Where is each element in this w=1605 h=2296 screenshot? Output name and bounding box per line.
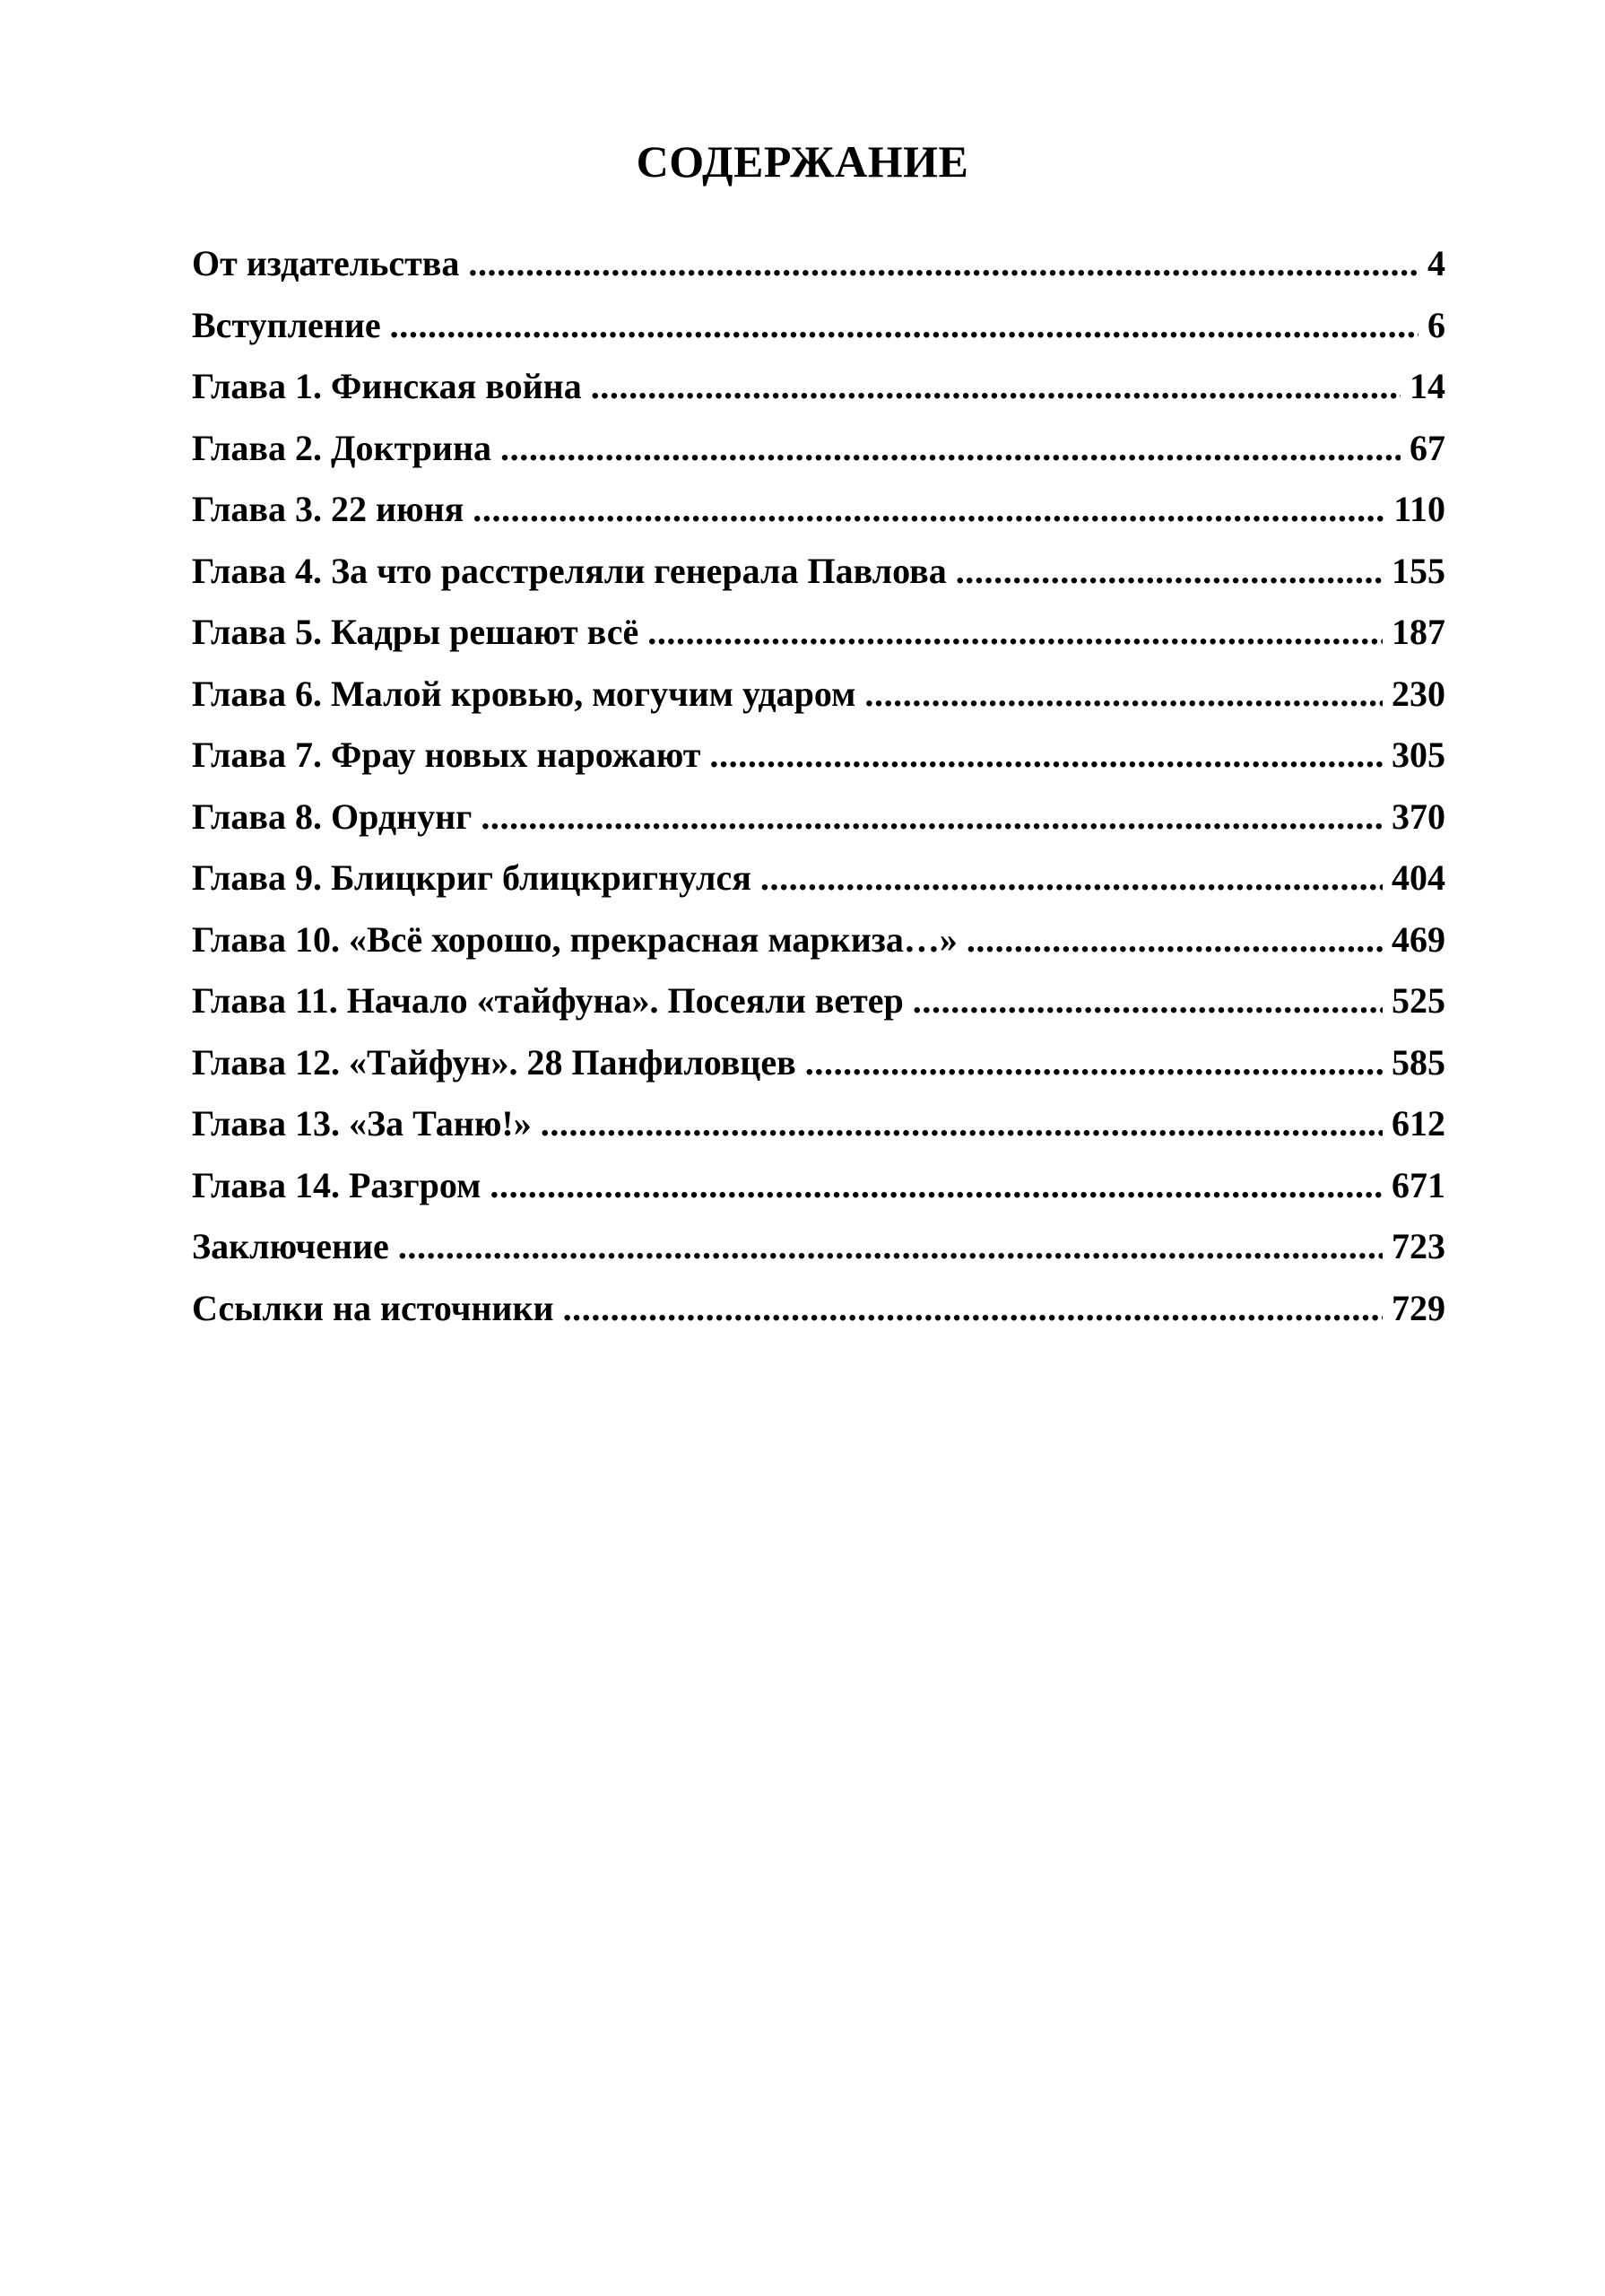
toc-entry-label: Глава 1. Финская война xyxy=(192,366,582,406)
toc-dot-leader xyxy=(967,911,1383,969)
toc-entry xyxy=(192,1095,1445,1157)
toc-entry-page: 14 xyxy=(1410,366,1445,406)
toc-entry-page: 4 xyxy=(1427,243,1445,283)
toc-entry-page: 110 xyxy=(1393,489,1445,529)
toc-entry-label: Вступление xyxy=(192,304,381,345)
toc-entry-label: Глава 14. Разгром xyxy=(192,1164,482,1205)
toc-dot-leader xyxy=(760,849,1383,907)
toc-entry-page: 671 xyxy=(1392,1164,1445,1205)
toc-entry-page: 67 xyxy=(1410,427,1445,468)
toc-dot-leader xyxy=(398,1218,1383,1275)
toc-entry-label: Глава 13. «За Таню!» xyxy=(192,1103,532,1144)
toc-entry-page: 729 xyxy=(1392,1287,1445,1328)
toc-dot-leader xyxy=(541,1095,1383,1152)
toc-entry xyxy=(192,297,1445,359)
toc-entry xyxy=(192,1034,1445,1096)
toc-entry-label: Глава 5. Кадры решают всё xyxy=(192,612,639,652)
toc-entry xyxy=(192,481,1445,543)
toc-entry-page: 305 xyxy=(1392,735,1445,775)
toc-entry-label: Глава 8. Орднунг xyxy=(192,796,473,837)
toc-dot-leader xyxy=(500,420,1401,477)
toc-entry-page: 469 xyxy=(1392,918,1445,960)
toc-entry xyxy=(192,604,1445,665)
toc-dot-leader xyxy=(473,481,1384,538)
toc-entry-page: 612 xyxy=(1392,1103,1445,1144)
toc-entry xyxy=(192,726,1445,788)
toc-entry-label: Глава 3. 22 июня xyxy=(192,489,464,529)
toc-entry xyxy=(192,420,1445,482)
toc-entry-page: 723 xyxy=(1392,1226,1445,1266)
toc-dot-leader xyxy=(913,972,1383,1030)
toc-entry-page: 6 xyxy=(1427,304,1445,345)
toc-entry-label: Глава 6. Малой кровью, могучим ударом xyxy=(192,673,856,714)
toc-entry-label: Глава 11. Начало «тайфуна». Посеяли ветер xyxy=(192,980,904,1021)
toc-entry-label: Глава 4. За что расстреляли генерала Павлова xyxy=(192,550,947,591)
toc-entry-label: Ссылки на источники xyxy=(192,1287,554,1328)
toc-dot-leader xyxy=(563,1280,1383,1337)
page-title: СОДЕРЖАНИЕ xyxy=(636,136,969,187)
table-of-contents xyxy=(192,235,1445,1341)
toc-entry xyxy=(192,235,1445,297)
toc-entry-page: 525 xyxy=(1392,980,1445,1021)
toc-entry xyxy=(192,788,1445,850)
toc-dot-leader xyxy=(390,297,1418,354)
toc-entry xyxy=(192,358,1445,420)
toc-dot-leader xyxy=(490,1157,1383,1214)
toc-dot-leader xyxy=(647,604,1383,661)
toc-entry-label: Глава 12. «Тайфун». 28 Панфиловцев xyxy=(192,1041,796,1083)
toc-entry-page: 585 xyxy=(1392,1041,1445,1083)
toc-entry-page: 404 xyxy=(1392,857,1445,898)
toc-dot-leader xyxy=(805,1034,1383,1091)
toc-dot-leader xyxy=(956,543,1383,600)
toc-entry-page: 230 xyxy=(1392,673,1445,714)
toc-dot-leader xyxy=(591,358,1401,415)
toc-entry-label: Заключение xyxy=(192,1226,389,1266)
toc-entry xyxy=(192,972,1445,1034)
toc-entry-label: Глава 9. Блицкриг блицкригнулся xyxy=(192,857,751,898)
toc-dot-leader xyxy=(864,665,1383,723)
toc-entry xyxy=(192,665,1445,727)
toc-entry xyxy=(192,1218,1445,1280)
toc-entry-page: 187 xyxy=(1392,612,1445,652)
toc-entry-page: 155 xyxy=(1392,550,1445,591)
toc-entry-label: Глава 10. «Всё хорошо, прекрасная маркиза…» xyxy=(192,918,958,960)
toc-entry-label: От издательства xyxy=(192,243,460,283)
toc-entry-label: Глава 7. Фрау новых нарожают xyxy=(192,735,701,775)
toc-entry-label: Глава 2. Доктрина xyxy=(192,427,492,468)
toc-entry xyxy=(192,849,1445,911)
toc-entry xyxy=(192,911,1445,973)
toc-entry xyxy=(192,1280,1445,1342)
toc-dot-leader xyxy=(481,788,1383,846)
toc-entry xyxy=(192,1157,1445,1219)
toc-dot-leader xyxy=(468,235,1418,292)
toc-dot-leader xyxy=(709,726,1383,784)
toc-entry xyxy=(192,543,1445,604)
toc-entry-page: 370 xyxy=(1392,796,1445,837)
